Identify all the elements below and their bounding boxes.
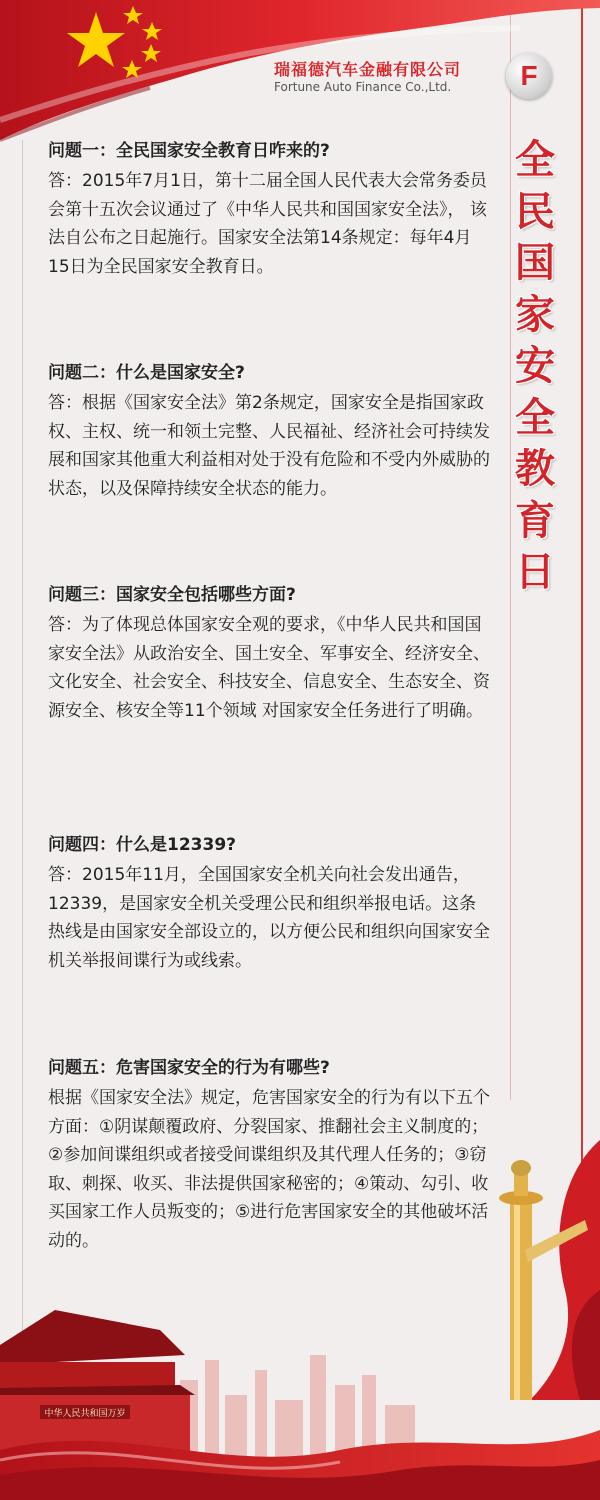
title-char: 国: [515, 240, 555, 286]
faq-answer: 答：2015年7月1日，第十二届全国人民代表大会常务委员会第十五次会议通过了《中华人民共和国国家安全法》， 该法自公布之日起施行。国家安全法第14条规定：每年4月15日为全民国家安全教育日。: [48, 171, 487, 277]
faq-answer: 答：为了体现总体国家安全观的要求，《中华人民共和国国家安全法》从政治安全、国土安全、军事安全、经济安全、文化安全、社会安全、科技安全、信息安全、生态安全、资源安全、核安全等11个领域 对国家安全任务进行了明确。: [48, 615, 490, 721]
frame-inner-line: [510, 0, 511, 1100]
company-name-en: Fortune Auto Finance Co.,Ltd.: [274, 80, 452, 94]
gate-sign-text: 中华人民共和国万岁: [44, 1409, 126, 1419]
title-char: 日: [515, 549, 555, 595]
faq-answer: 答：根据《国家安全法》第2条规定，国家安全是指国家政权、主权、统一和领土完整、人民福祉、经济社会可持续发展和国家其他重大利益相对处于没有危险和不受内外威胁的状态，以及保障持续安全状态的能力。: [48, 393, 490, 499]
faq-item-1: [48, 136, 492, 281]
title-char: 安: [515, 343, 555, 389]
faq-item-3: [48, 580, 492, 725]
faq-question: 问题四：什么是12339?: [48, 835, 237, 855]
title-char: 全: [515, 137, 555, 183]
title-char: 家: [515, 291, 555, 338]
faq-answer: 答：2015年11月，全国国家安全机关向社会发出通告，12339，是国家安全机关受理公民和组织举报电话。这条热线是由国家安全部设立的，以方便公民和组织向国家安全机关举报间谍行为或线索。: [48, 865, 490, 971]
faq-question: 问题三：国家安全包括哪些方面?: [48, 585, 296, 605]
title-char: 教: [515, 446, 555, 492]
logo-f-icon: F: [520, 60, 538, 91]
frame-left-line: [22, 140, 23, 1340]
faq-question: 问题五：危害国家安全的行为有哪些?: [48, 1058, 330, 1078]
faq-item-2: [48, 358, 492, 503]
faq-question: 问题二：什么是国家安全?: [48, 363, 245, 383]
tiananmen-scene: [0, 1300, 600, 1500]
title-char: 民: [515, 188, 555, 235]
title-char: 育: [515, 497, 555, 544]
faq-item-5: [48, 1053, 492, 1255]
title-char: 全: [515, 394, 555, 441]
company-logo: [506, 53, 552, 99]
faq-question: 问题一：全民国家安全教育日咋来的?: [48, 141, 330, 161]
faq-answer: 根据《国家安全法》规定，危害国家安全的行为有以下五个方面：①阴谋颠覆政府、分裂国家、推翻社会主义制度的；②参加间谍组织或者接受间谍组织及其代理人任务的；③窃取、刺探、收买、非法提供国家秘密的；④策动、勾引、收买国家工作人员叛变的；⑤进行危害国家安全的其他破坏活动的。: [48, 1088, 490, 1251]
faq-item-4: [48, 830, 492, 975]
frame-right-line: [581, 0, 583, 1170]
vertical-title: [513, 135, 557, 599]
company-name-cn: 瑞福德汽车金融有限公司: [274, 60, 462, 79]
